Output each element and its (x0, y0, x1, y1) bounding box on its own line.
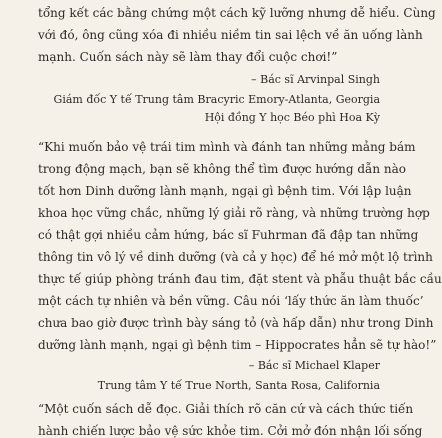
quote-two-line-1: “Khi muốn bảo vệ trái tim mình và đánh tan những mảng bám (38, 140, 416, 154)
quote-one-author: – Bác sĩ Arvinpal Singh (251, 73, 380, 86)
quote-two-line-6: thông tin vô lý về dinh dưỡng (và cả y học) để hé mở một lộ trình (38, 250, 433, 264)
quote-two-line-3: tốt hơn Dinh dưỡng lành mạnh, ngại gì bệnh tim. Với lập luận (38, 184, 412, 198)
quote-three-line-1: “Một cuốn sách dễ đọc. Giải thích rõ căn cứ và cách thức tiến (38, 402, 414, 416)
quote-two-author: – Bác sĩ Michael Klaper (248, 359, 380, 372)
quote-two-line-4: khoa học vững chắc, những lý giải rõ ràng, và những trường hợp (38, 206, 430, 220)
quote-three-line-2: hành chiến lược bảo vệ sức khỏe tim. Cởi mở đón nhận lối sống (38, 424, 423, 438)
quote-two-line-10: dưỡng lành mạnh, ngại gì bệnh tim – Hippocrates hẳn sẽ tự hào!” (38, 338, 437, 352)
quote-one-line-2: với đó, ông cũng xóa đi nhiều niềm tin sai lệch về ăn uống lành (38, 28, 423, 42)
quote-two-title-line-1: Trung tâm Y tế True North, Santa Rosa, California (97, 379, 380, 392)
quote-one-line-3: mạnh. Cuốn sách này sẽ làm thay đổi cuộc chơi!” (38, 50, 338, 64)
quote-two-line-5: có thật gợi nhiều cảm hứng, bác sĩ Fuhrman đã đập tan những (38, 228, 419, 242)
quote-two-line-8: một cách tự nhiên và bền vững. Câu nói ‘lấy thức ăn làm thuốc’ (38, 294, 424, 308)
quote-one-line-1: tổng kết các bằng chứng một cách kỹ lưỡng nhưng dễ hiểu. Cùng (38, 6, 436, 20)
quote-one-title-line-1: Giám đốc Y tế Trung tâm Bracyric Emory-Atlanta, Georgia (53, 93, 380, 106)
quote-one-title-line-2: Hội đồng Y học Béo phì Hoa Kỳ (204, 111, 380, 124)
quote-two-line-7: thực tế giúp phòng tránh đau tim, đặt stent và phẫu thuật bắc cầu (38, 272, 442, 286)
quote-two-line-2: trong động mạch, bạn sẽ không thể tìm được hướng dẫn nào (38, 162, 407, 176)
quote-two-line-9: chưa bao giờ được trình bày sáng tỏ (và hấp dẫn) như trong Dinh (38, 316, 434, 330)
